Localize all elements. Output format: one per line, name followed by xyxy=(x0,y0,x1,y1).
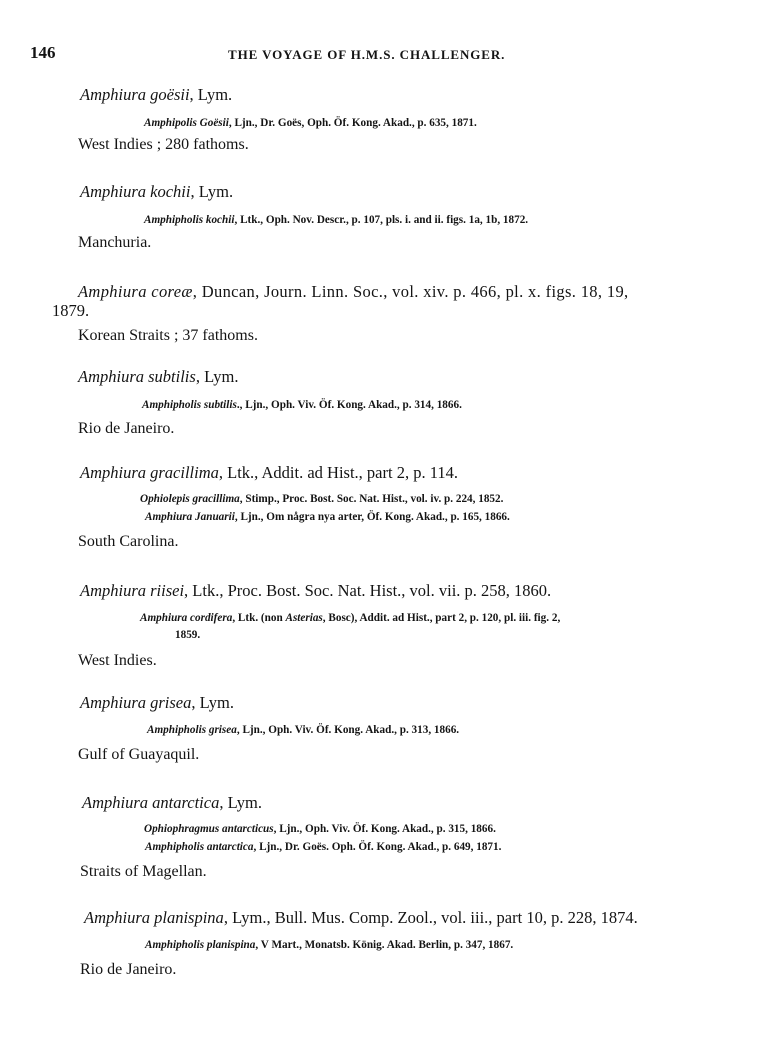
species-authority: , Ltk., Addit. ad Hist., part 2, p. 114. xyxy=(218,463,458,482)
synonym-citation: , V Mart., Monatsb. König. Akad. Berlin, p. 347, 1867. xyxy=(255,939,514,951)
synonym-citation: , Ltk., Oph. Nov. Descr., p. 107, pls. i. and ii. figs. 1a, 1b, 1872. xyxy=(234,214,529,226)
species-heading xyxy=(80,693,234,713)
species-name: Amphiura goësii xyxy=(80,85,190,104)
locality: South Carolina. xyxy=(78,533,179,550)
species-authority: , Lym. xyxy=(190,182,234,201)
species-heading xyxy=(82,793,262,813)
synonym-line xyxy=(142,398,462,412)
synonym-name: Amphipholis kochii xyxy=(144,214,235,226)
species-authority: , Lym. xyxy=(189,85,233,104)
species-heading xyxy=(80,182,233,202)
synonym-name: Amphipholis antarctica xyxy=(145,841,254,853)
synonym-line xyxy=(144,116,477,130)
locality: Gulf of Guayaquil. xyxy=(78,746,200,763)
synonym-line xyxy=(147,723,459,737)
synonym-citation: , Ljn., Oph. Viv. Öf. Kong. Akad., p. 315, 1866. xyxy=(273,823,496,835)
synonym-citation: , Ltk. (non xyxy=(232,612,286,624)
species-authority: , Lym., Bull. Mus. Comp. Zool., vol. iii., part 10, p. 228, 1874. xyxy=(223,908,638,927)
synonym-genus-name: Asterias xyxy=(285,612,323,624)
species-heading xyxy=(80,463,458,483)
species-authority: , Duncan, Journ. Linn. Soc., vol. xiv. p. 466, pl. x. figs. 18, 19, xyxy=(192,282,629,301)
synonym-line xyxy=(140,492,503,506)
synonym-name: Ophiolepis gracillima xyxy=(140,493,240,505)
species-authority: , Lym. xyxy=(219,793,262,812)
species-authority: , Lym. xyxy=(191,693,235,712)
synonym-line xyxy=(144,822,496,836)
species-name: Amphiura antarctica xyxy=(82,793,220,812)
page-number: 146 xyxy=(30,43,56,62)
locality: Korean Straits ; 37 fathoms. xyxy=(78,327,258,344)
species-name: Amphiura grisea xyxy=(80,693,192,712)
species-name: Amphiura gracillima xyxy=(80,463,219,482)
synonym-citation-continued: 1859. xyxy=(175,629,201,641)
species-heading xyxy=(80,85,232,105)
species-authority-continued: 1879. xyxy=(52,301,90,320)
synonym-line xyxy=(144,213,528,227)
species-authority: , Ltk., Proc. Bost. Soc. Nat. Hist., vol. vii. p. 258, 1860. xyxy=(184,581,552,600)
locality: Manchuria. xyxy=(78,234,152,251)
synonym-line xyxy=(145,938,513,952)
species-name: Amphiura riisei xyxy=(80,581,185,600)
locality: West Indies ; 280 fathoms. xyxy=(78,136,249,153)
synonym-name: Amphipholis subtilis xyxy=(142,399,237,411)
species-heading xyxy=(80,581,551,601)
locality: West Indies. xyxy=(78,652,157,669)
synonym-name: Amphiura Januarii xyxy=(145,511,235,523)
locality: Straits of Magellan. xyxy=(80,863,207,880)
synonym-name: Amphiura cordifera xyxy=(140,612,233,624)
synonym-name: Amphipholis grisea xyxy=(147,724,237,736)
locality: Rio de Janeiro. xyxy=(80,961,177,978)
species-name: Amphiura planispina xyxy=(84,908,224,927)
synonym-name: Amphipholis planispina xyxy=(145,939,256,951)
synonym-citation: ., Ljn., Oph. Viv. Öf. Kong. Akad., p. 314, 1866. xyxy=(236,399,462,411)
species-name: Amphiura subtilis xyxy=(78,367,196,386)
species-name: Amphiura kochii xyxy=(80,182,191,201)
synonym-citation: , Ljn., Dr. Goës, Oph. Öf. Kong. Akad., p. 635, 1871. xyxy=(228,117,477,129)
synonym-name: Ophiophragmus antarcticus xyxy=(144,823,274,835)
synonym-name: Amphipolis Goësii xyxy=(144,117,229,129)
synonym-citation: , Ljn., Dr. Goës. Oph. Öf. Kong. Akad., p. 649, 1871. xyxy=(253,841,502,853)
synonym-citation: , Ljn., Oph. Viv. Öf. Kong. Akad., p. 313, 1866. xyxy=(236,724,460,736)
locality: Rio de Janeiro. xyxy=(78,420,175,437)
synonym-line xyxy=(145,510,510,524)
synonym-citation: , Bosc), Addit. ad Hist., part 2, p. 120, pl. iii. fig. 2, xyxy=(322,612,561,624)
species-name: Amphiura coreæ xyxy=(78,282,193,301)
species-heading xyxy=(78,282,629,302)
species-heading xyxy=(84,908,638,928)
species-heading xyxy=(78,367,238,387)
running-title: THE VOYAGE OF H.M.S. CHALLENGER. xyxy=(228,47,506,62)
synonym-line xyxy=(140,611,560,625)
synonym-citation: , Stimp., Proc. Bost. Soc. Nat. Hist., vol. iv. p. 224, 1852. xyxy=(239,493,504,505)
synonym-citation: , Ljn., Om några nya arter, Öf. Kong. Akad., p. 165, 1866. xyxy=(234,511,510,523)
species-authority: , Lym. xyxy=(195,367,239,386)
synonym-line xyxy=(145,840,501,854)
